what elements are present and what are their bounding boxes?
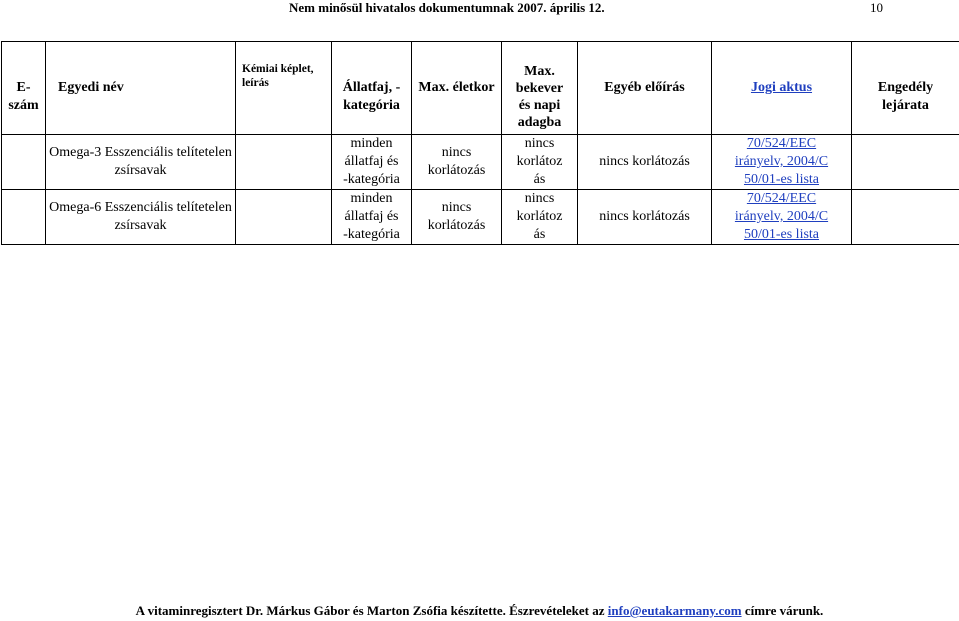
col-header-expiry [852, 42, 959, 135]
header-title: Nem minősül hivatalos dokumentumnak 2007. április 12. [289, 0, 605, 15]
cell-max-age: nincs korlátozás [412, 190, 502, 245]
feed-additive-register-table [1, 41, 959, 245]
col-header-formula [236, 42, 332, 135]
col-header-name-label: Egyedi név [58, 80, 124, 95]
cell-e-number [2, 135, 46, 190]
col-header-species [332, 42, 412, 135]
cell-e-number [2, 190, 46, 245]
cell-expiry [852, 190, 959, 245]
cell-other: nincs korlátozás [578, 135, 712, 190]
table-header-row [2, 42, 959, 135]
col-header-max-age [412, 42, 502, 135]
legal-act-link[interactable]: 70/524/EEC irányelv, 2004/C 50/01-es lista [734, 136, 829, 187]
cell-name: Omega-6 Esszenciális telítetelen zsírsavak [46, 190, 236, 245]
col-header-max-age-label: Max. életkor [418, 80, 495, 95]
cell-max-dose: nincs korlátoz ás [502, 190, 578, 245]
col-header-e-number [2, 42, 46, 135]
col-header-expiry-label: Engedély lejárata [877, 80, 934, 113]
cell-legal-act [712, 190, 852, 245]
cell-expiry [852, 135, 959, 190]
cell-species: minden állatfaj és -kategória [332, 190, 412, 245]
table-row [2, 190, 959, 245]
col-header-e-number-label: E- szám [8, 80, 39, 113]
col-header-formula-label: Kémiai képlet, leírás [242, 63, 314, 89]
table-row [2, 135, 959, 190]
cell-legal-act [712, 135, 852, 190]
footer-email-link[interactable]: info@eutakarmany.com [607, 603, 742, 618]
cell-formula [236, 190, 332, 245]
footer-text-after: címre várunk. [741, 603, 824, 618]
col-header-max-dose [502, 42, 578, 135]
cell-formula [236, 135, 332, 190]
cell-max-age: nincs korlátozás [412, 135, 502, 190]
col-header-max-dose-label: Max. bekever és napi adagba [515, 63, 564, 130]
cell-max-dose: nincs korlátoz ás [502, 135, 578, 190]
col-header-legal-act [712, 42, 852, 135]
col-header-other [578, 42, 712, 135]
legal-act-link[interactable]: 70/524/EEC irányelv, 2004/C 50/01-es lista [734, 191, 829, 242]
col-header-name [46, 42, 236, 135]
page-footer [0, 603, 959, 619]
cell-species: minden állatfaj és -kategória [332, 135, 412, 190]
page-number: 10 [870, 0, 883, 15]
col-header-legal-act-label[interactable]: Jogi aktus [750, 80, 813, 95]
cell-other: nincs korlátozás [578, 190, 712, 245]
col-header-other-label: Egyéb előírás [604, 80, 685, 95]
col-header-species-label: Állatfaj, - kategória [342, 80, 401, 113]
footer-text-before: A vitaminregisztert Dr. Márkus Gábor és Marton Zsófia készítette. Észrevételeket az [135, 603, 608, 618]
page-header [0, 0, 959, 16]
cell-name: Omega-3 Esszenciális telítetelen zsírsavak [46, 135, 236, 190]
